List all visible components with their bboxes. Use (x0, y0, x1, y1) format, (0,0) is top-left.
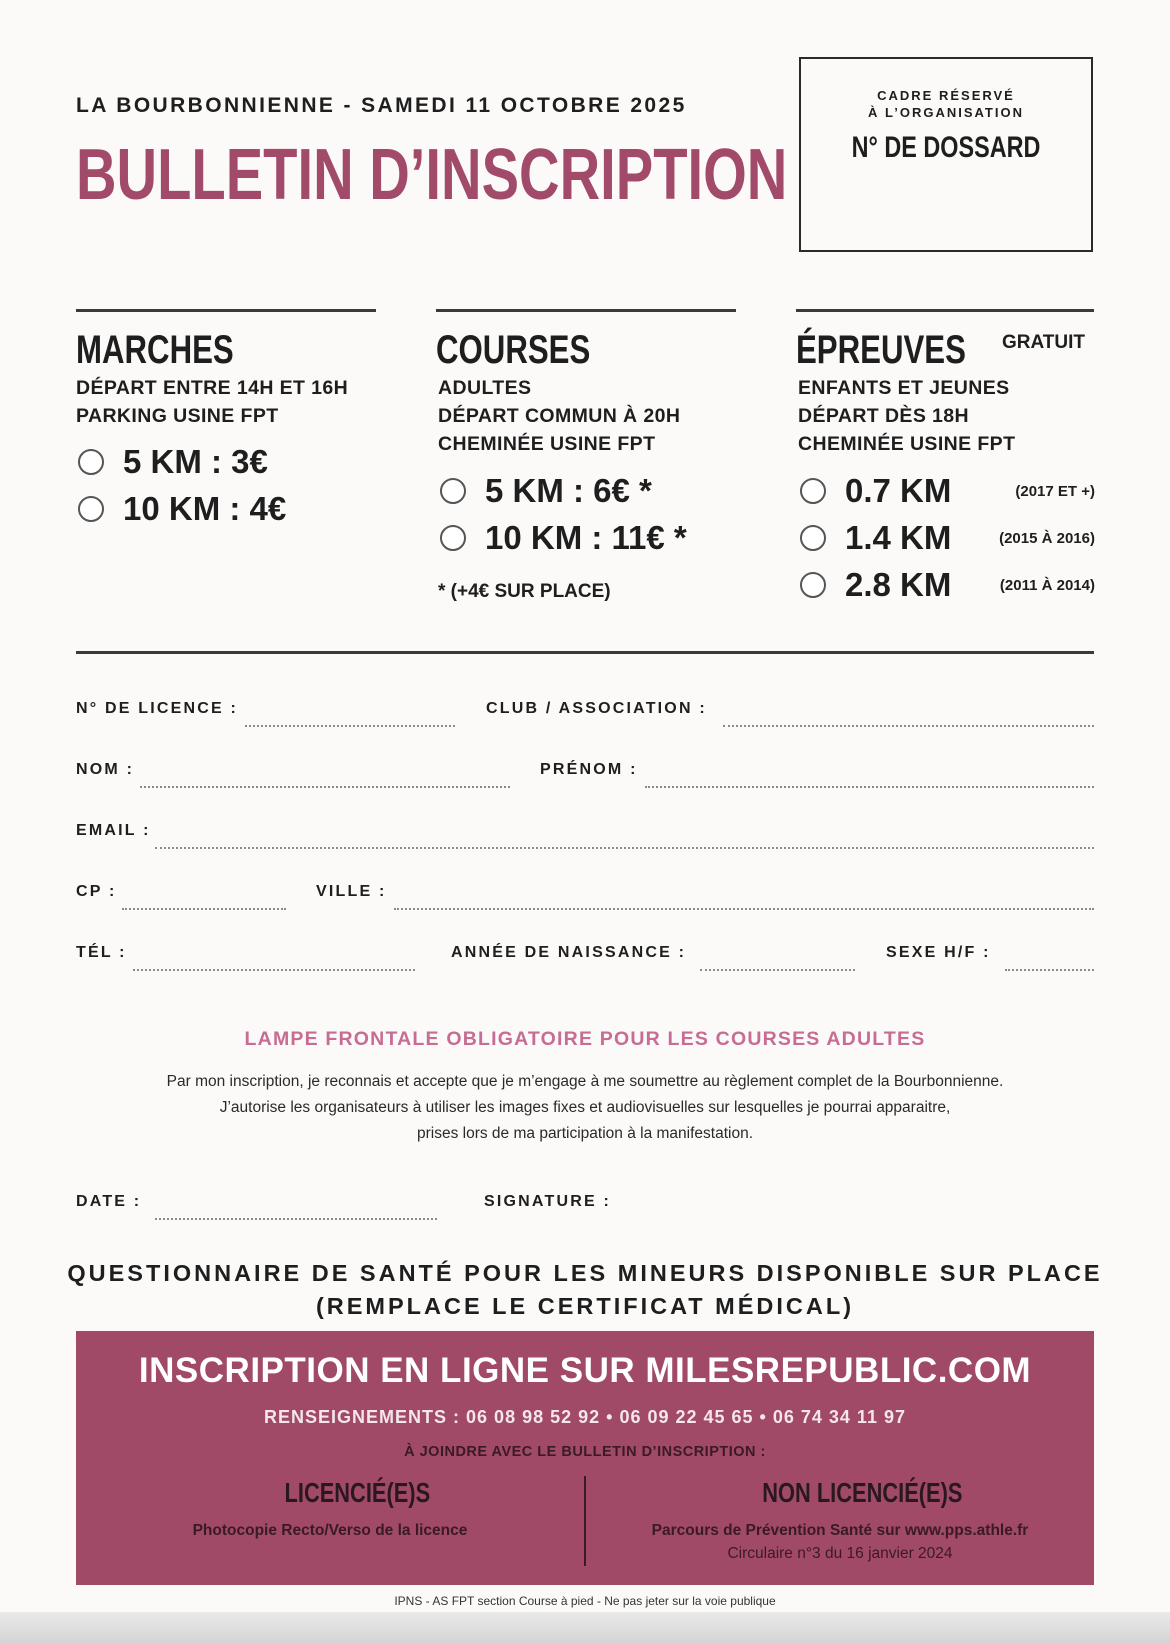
age-range: (2015 À 2016) (999, 530, 1095, 547)
option-epreuve-14km[interactable]: 1.4 KM (800, 518, 951, 558)
radio-button[interactable] (440, 478, 466, 504)
radio-button[interactable] (78, 496, 104, 522)
non-licencies-text: Parcours de Prévention Santé sur www.pps.athle.fr Circulaire n°3 du 16 janvier 2024 (651, 1522, 1029, 1562)
section-divider (76, 651, 1094, 654)
nom-field[interactable] (140, 786, 510, 788)
tel-label: TÉL : (76, 944, 127, 961)
licencies-title: LICENCIÉ(E)S (284, 1477, 431, 1508)
divider (76, 309, 376, 312)
org-box-label: CADRE RÉSERVÉ À L’ORGANISATION (868, 88, 1024, 120)
option-course-5km[interactable]: 5 KM : 6€ * (440, 471, 652, 511)
radio-button[interactable] (800, 478, 826, 504)
lamp-warning: LAMPE FRONTALE OBLIGATOIRE POUR LES COURSES ADULTES (244, 1028, 926, 1050)
licence-field[interactable] (245, 725, 455, 727)
option-marche-10km[interactable]: 10 KM : 4€ (78, 489, 286, 529)
cp-label: CP : (76, 883, 117, 900)
organisation-box (799, 57, 1093, 252)
age-range: (2011 À 2014) (999, 577, 1095, 594)
gratuit-badge: GRATUIT (1002, 332, 1086, 353)
club-field[interactable] (723, 725, 1094, 727)
marches-info: DÉPART ENTRE 14H ET 16H PARKING USINE FPT (76, 377, 349, 427)
cp-field[interactable] (122, 908, 286, 910)
annee-label: ANNÉE DE NAISSANCE : (451, 944, 687, 961)
bottom-shade (0, 1612, 1170, 1643)
dossard-label: N° DE DOSSARD (851, 131, 1041, 164)
email-field[interactable] (155, 847, 1094, 849)
radio-button[interactable] (440, 525, 466, 551)
date-field[interactable] (155, 1218, 437, 1220)
health-notice: QUESTIONNAIRE DE SANTÉ POUR LES MINEURS DISPONIBLE SUR PLACE (REMPLACE LE CERTIFICAT MÉDICAL) (67, 1260, 1103, 1319)
licencies-text: Photocopie Recto/Verso de la licence (192, 1522, 468, 1539)
epreuves-info: ENFANTS ET JEUNES DÉPART DÈS 18H CHEMINÉE USINE FPT (798, 377, 1016, 455)
divider (796, 309, 1094, 312)
non-licencies-title: NON LICENCIÉ(E)S (762, 1477, 963, 1508)
sexe-field[interactable] (1005, 969, 1094, 971)
online-registration-banner (76, 1331, 1094, 1585)
join-heading: À JOINDRE AVEC LE BULLETIN D’INSCRIPTION : (404, 1444, 766, 1460)
page-title: BULLETIN D’INSCRIPTION (76, 135, 788, 215)
divider (436, 309, 736, 312)
date-label: DATE : (76, 1193, 142, 1210)
option-epreuve-28km[interactable]: 2.8 KM (800, 565, 951, 605)
epreuves-title: ÉPREUVES (796, 328, 966, 372)
contact-phones: RENSEIGNEMENTS : 06 08 98 52 92 • 06 09 22 45 65 • 06 74 34 11 97 (264, 1407, 906, 1427)
nom-label: NOM : (76, 761, 135, 778)
radio-button[interactable] (800, 572, 826, 598)
prenom-field[interactable] (645, 786, 1094, 788)
footer-note: IPNS - AS FPT section Course à pied - Ne pas jeter sur la voie publique (394, 1594, 776, 1608)
courses-title: COURSES (436, 328, 591, 372)
marches-title: MARCHES (76, 328, 234, 372)
option-epreuve-07km[interactable]: 0.7 KM (800, 471, 951, 511)
email-label: EMAIL : (76, 822, 151, 839)
courses-info: ADULTES DÉPART COMMUN À 20H CHEMINÉE USINE FPT (438, 377, 681, 455)
tel-field[interactable] (133, 969, 415, 971)
radio-button[interactable] (78, 449, 104, 475)
option-course-10km[interactable]: 10 KM : 11€ * (440, 518, 687, 558)
online-registration-text: INSCRIPTION EN LIGNE SUR MILESREPUBLIC.COM (138, 1351, 1032, 1390)
age-range: (2017 ET +) (1015, 483, 1095, 500)
licence-label: N° DE LICENCE : (76, 700, 239, 717)
signature-label: SIGNATURE : (484, 1193, 612, 1210)
radio-button[interactable] (800, 525, 826, 551)
prenom-label: PRÉNOM : (540, 761, 638, 778)
ville-label: VILLE : (316, 883, 387, 900)
event-subtitle: LA BOURBONNIENNE - SAMEDI 11 OCTOBRE 2025 (76, 94, 687, 117)
courses-note: * (+4€ SUR PLACE) (438, 581, 611, 602)
ville-field[interactable] (394, 908, 1094, 910)
club-label: CLUB / ASSOCIATION : (486, 700, 707, 717)
legal-text: Par mon inscription, je reconnais et accepte que je m’engage à me soumettre au règlement complet de la Bourbonnienne. J’autorise les organisateurs à utiliser les images fixes et audiovisuelles sur lesquelles je pourrai apparaitre, prises lors de ma participation à la manifestation. (166, 1073, 1004, 1142)
annee-field[interactable] (700, 969, 855, 971)
sexe-label: SEXE H/F : (886, 944, 991, 961)
option-marche-5km[interactable]: 5 KM : 3€ (78, 442, 268, 482)
